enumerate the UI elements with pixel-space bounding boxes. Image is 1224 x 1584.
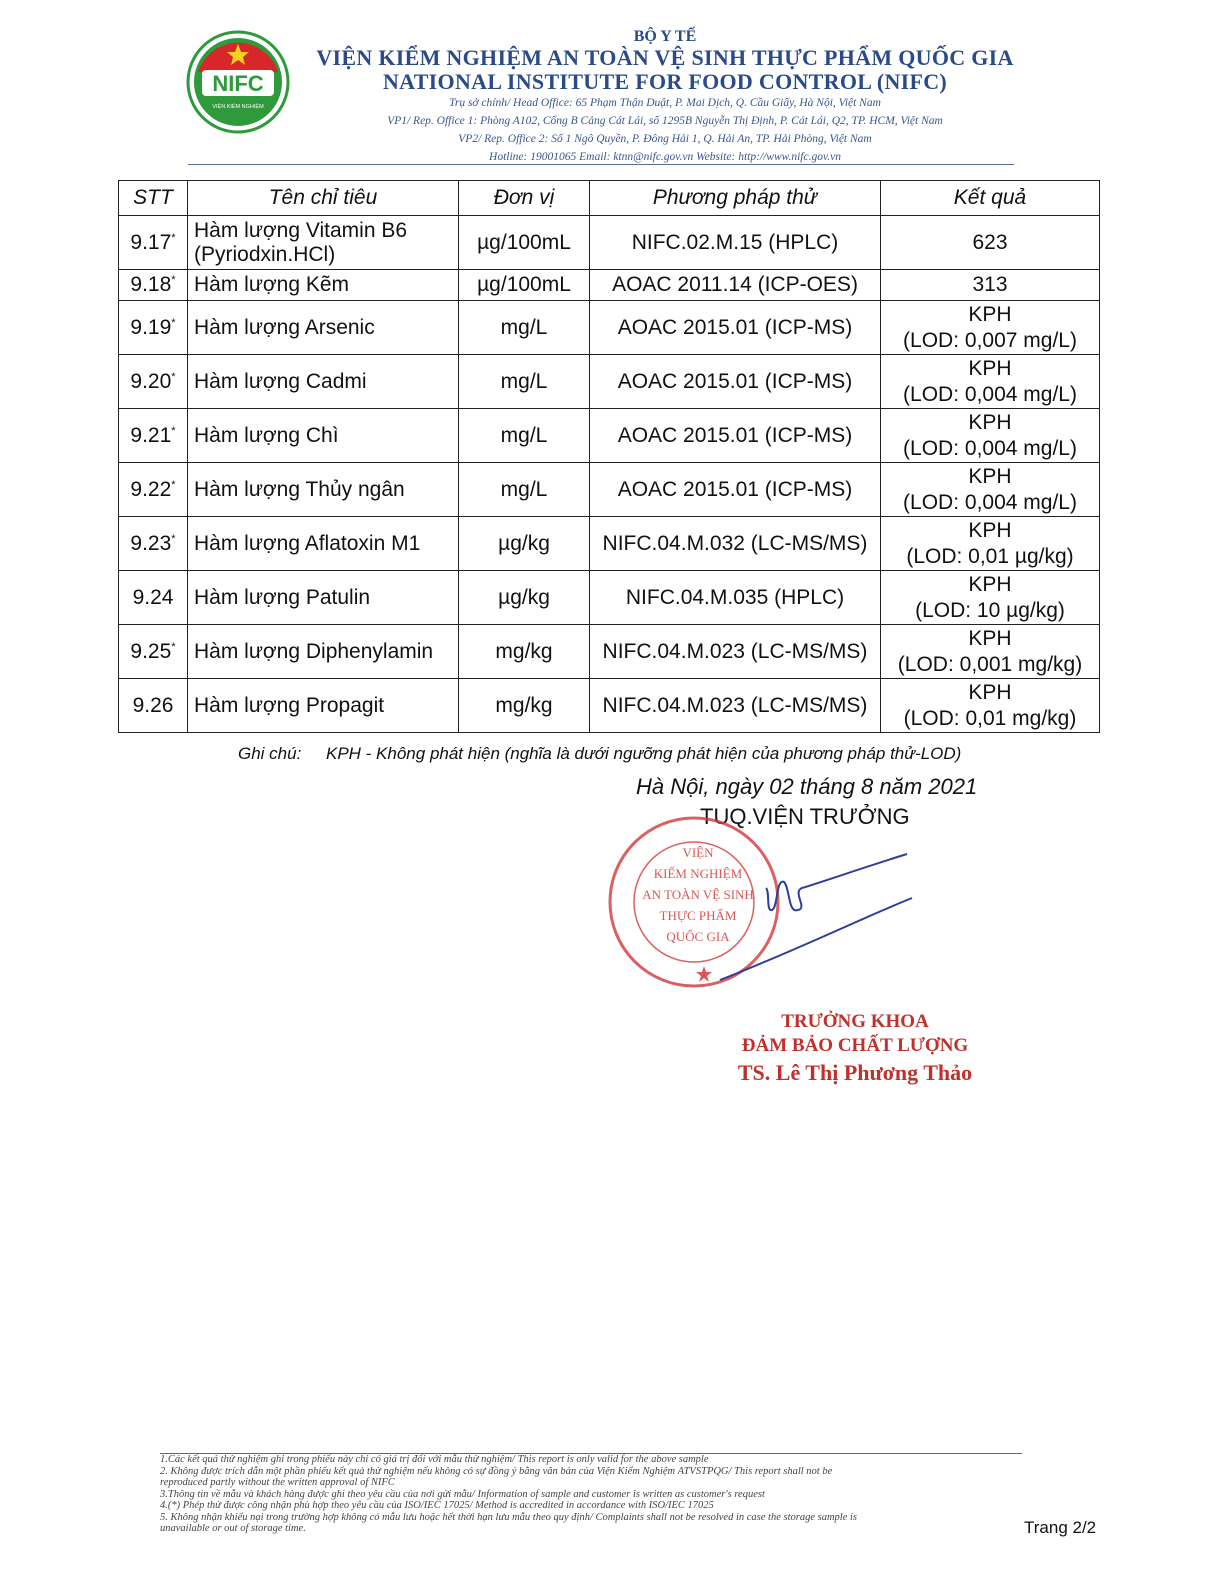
institute-name-en: NATIONAL INSTITUTE FOR FOOD CONTROL (NIFC) — [382, 69, 948, 94]
cell-result: KPH (LOD: 0,01 µg/kg) — [881, 517, 1100, 571]
cell-unit: mg/L — [459, 355, 590, 409]
cell-unit: µg/kg — [459, 517, 590, 571]
cell-stt: 9.23* — [119, 517, 188, 571]
col-header-name: Tên chỉ tiêu — [188, 181, 459, 216]
footnote-line: 1.Các kết quả thử nghiệm ghi trong phiếu này chỉ có giá trị đối với mẫu thử nghiệm/ This report is only valid for the above sample — [160, 1454, 709, 1465]
stamp-line: AN TOÀN VỆ SINH — [642, 887, 754, 902]
ministry-name: BỘ Y TẾ — [633, 28, 697, 45]
cell-result: KPH (LOD: 0,004 mg/L) — [881, 355, 1100, 409]
cell-stt: 9.21* — [119, 409, 188, 463]
col-header-result: Kết quả — [881, 181, 1100, 216]
issue-date: Hà Nội, ngày 02 tháng 8 năm 2021 — [636, 774, 978, 799]
cell-stt: 9.24 — [119, 571, 188, 625]
logo-subtext: VIỆN KIỂM NGHIỆM — [212, 104, 264, 110]
signer-authority: TUQ.VIỆN TRƯỞNG — [700, 804, 910, 829]
footnote-line: unavailable or out of storage time. — [160, 1523, 306, 1534]
cell-name: Hàm lượng Vitamin B6 (Pyriodxin.HCl) — [188, 216, 459, 270]
stamp-line: VIỆN — [682, 845, 714, 860]
col-header-method: Phương pháp thử — [590, 181, 881, 216]
cell-method: NIFC.04.M.023 (LC-MS/MS) — [590, 625, 881, 679]
cell-method: NIFC.02.M.15 (HPLC) — [590, 216, 881, 270]
cell-name: Hàm lượng Chì — [188, 409, 459, 463]
footnote-line: 4.(*) Phép thử được công nhận phù hợp theo yêu cầu của ISO/IEC 17025/ Method is accredited in accordance with ISO/IEC 17025 — [160, 1500, 714, 1511]
cell-result: KPH (LOD: 10 µg/kg) — [881, 571, 1100, 625]
cell-unit: mg/kg — [459, 679, 590, 733]
col-header-unit: Đơn vị — [459, 181, 590, 216]
cell-result: KPH (LOD: 0,007 mg/L) — [881, 301, 1100, 355]
table-row — [119, 463, 1100, 517]
footnote-line: 5. Không nhận khiếu nại trong trường hợp không có mẫu lưu hoặc hết thời hạn lưu mẫu theo quy định/ Complaints shall not be resolved in case the storage sample is — [160, 1511, 857, 1523]
header-divider — [188, 164, 1014, 165]
cell-name: Hàm lượng Kẽm — [188, 270, 459, 301]
address-head-office: Trụ sở chính/ Head Office: 65 Phạm Thận Duật, P. Mai Dịch, Q. Cầu Giấy, Hà Nội, Việt Nam — [449, 97, 881, 109]
table-row — [119, 625, 1100, 679]
table-row — [119, 270, 1100, 301]
address-office-2: VP2/ Rep. Office 2: Số 1 Ngô Quyền, P. Đông Hải 1, Q. Hải An, TP. Hải Phòng, Việt Nam — [458, 133, 872, 145]
cell-unit: mg/L — [459, 463, 590, 517]
cell-stt: 9.18* — [119, 270, 188, 301]
cell-unit: µg/100mL — [459, 216, 590, 270]
cell-unit: mg/L — [459, 409, 590, 463]
cell-method: NIFC.04.M.032 (LC-MS/MS) — [590, 517, 881, 571]
table-row — [119, 301, 1100, 355]
cell-unit: µg/kg — [459, 571, 590, 625]
cell-name: Hàm lượng Cadmi — [188, 355, 459, 409]
col-header-stt: STT — [119, 181, 188, 216]
signer-position-2: ĐẢM BẢO CHẤT LƯỢNG — [741, 1035, 969, 1056]
logo-text: NIFC — [212, 71, 264, 96]
cell-name: Hàm lượng Thủy ngân — [188, 463, 459, 517]
cell-method: AOAC 2011.14 (ICP-OES) — [590, 270, 881, 301]
table-row — [119, 571, 1100, 625]
cell-stt: 9.26 — [119, 679, 188, 733]
cell-unit: mg/L — [459, 301, 590, 355]
cell-method: AOAC 2015.01 (ICP-MS) — [590, 409, 881, 463]
cell-result: KPH (LOD: 0,001 mg/kg) — [881, 625, 1100, 679]
footnote-line: 2. Không được trích dẫn một phần phiếu kết quả thử nghiệm nếu không có sự đồng ý bằng văn bản của Viện Kiểm Nghiệm ATVSTPQG/ This report shall not be — [160, 1465, 833, 1477]
table-row — [119, 679, 1100, 733]
note-text: KPH - Không phát hiện (nghĩa là dưới ngưỡng phát hiện của phương pháp thử-LOD) — [326, 744, 962, 763]
cell-stt: 9.20* — [119, 355, 188, 409]
footnotes — [160, 1454, 1030, 1535]
table-header-row — [119, 181, 1100, 216]
cell-unit: µg/100mL — [459, 270, 590, 301]
cell-stt: 9.22* — [119, 463, 188, 517]
cell-method: AOAC 2015.01 (ICP-MS) — [590, 355, 881, 409]
cell-method: NIFC.04.M.023 (LC-MS/MS) — [590, 679, 881, 733]
table-row — [119, 216, 1100, 270]
cell-stt: 9.25* — [119, 625, 188, 679]
cell-name: Hàm lượng Diphenylamin — [188, 625, 459, 679]
cell-result: 623 — [881, 216, 1100, 270]
stamp-line: THỰC PHẨM — [659, 908, 737, 923]
handwritten-signature — [712, 848, 922, 988]
cell-method: NIFC.04.M.035 (HPLC) — [590, 571, 881, 625]
address-office-1: VP1/ Rep. Office 1: Phòng A102, Cổng B Cảng Cát Lái, số 1295B Nguyễn Thị Định, P. Cát Lái, Q2, TP. HCM, Việt Nam — [387, 115, 943, 127]
table-row — [119, 355, 1100, 409]
signer-block — [730, 1010, 980, 1088]
footnote-line: reproduced partly without the written approval of NIFC — [160, 1477, 395, 1488]
cell-method: AOAC 2015.01 (ICP-MS) — [590, 463, 881, 517]
note-label: Ghi chú: — [238, 744, 302, 763]
cell-stt: 9.19* — [119, 301, 188, 355]
cell-result: 313 — [881, 270, 1100, 301]
signer-name: TS. Lê Thị Phương Thảo — [737, 1060, 973, 1085]
cell-unit: mg/kg — [459, 625, 590, 679]
table-row — [119, 409, 1100, 463]
cell-name: Hàm lượng Patulin — [188, 571, 459, 625]
cell-result: KPH (LOD: 0,004 mg/L) — [881, 409, 1100, 463]
contact-line: Hotline: 19001065 Email: ktnn@nifc.gov.vn Website: http://www.nifc.gov.vn — [489, 151, 841, 163]
table-row — [119, 517, 1100, 571]
stamp-line: QUỐC GIA — [666, 929, 730, 944]
signer-position-1: TRƯỞNG KHOA — [781, 1011, 929, 1032]
cell-result: KPH (LOD: 0,01 mg/kg) — [881, 679, 1100, 733]
page-number: Trang 2/2 — [1024, 1518, 1097, 1537]
cell-method: AOAC 2015.01 (ICP-MS) — [590, 301, 881, 355]
footnote-line: 3.Thông tin về mẫu và khách hàng được ghi theo yêu cầu của nơi gửi mẫu/ Information of sample and customer is written as customer's request — [160, 1488, 765, 1500]
cell-result: KPH (LOD: 0,004 mg/L) — [881, 463, 1100, 517]
letterhead — [300, 28, 1030, 166]
institute-name-vi: VIỆN KIỂM NGHIỆM AN TOÀN VỆ SINH THỰC PHẨM QUỐC GIA — [316, 45, 1014, 70]
cell-stt: 9.17* — [119, 216, 188, 270]
table-note — [238, 744, 961, 764]
results-table — [118, 180, 1100, 733]
nifc-logo — [186, 30, 290, 134]
cell-name: Hàm lượng Propagit — [188, 679, 459, 733]
cell-name: Hàm lượng Arsenic — [188, 301, 459, 355]
cell-name: Hàm lượng Aflatoxin M1 — [188, 517, 459, 571]
stamp-line: KIỂM NGHIỆM — [653, 866, 743, 881]
